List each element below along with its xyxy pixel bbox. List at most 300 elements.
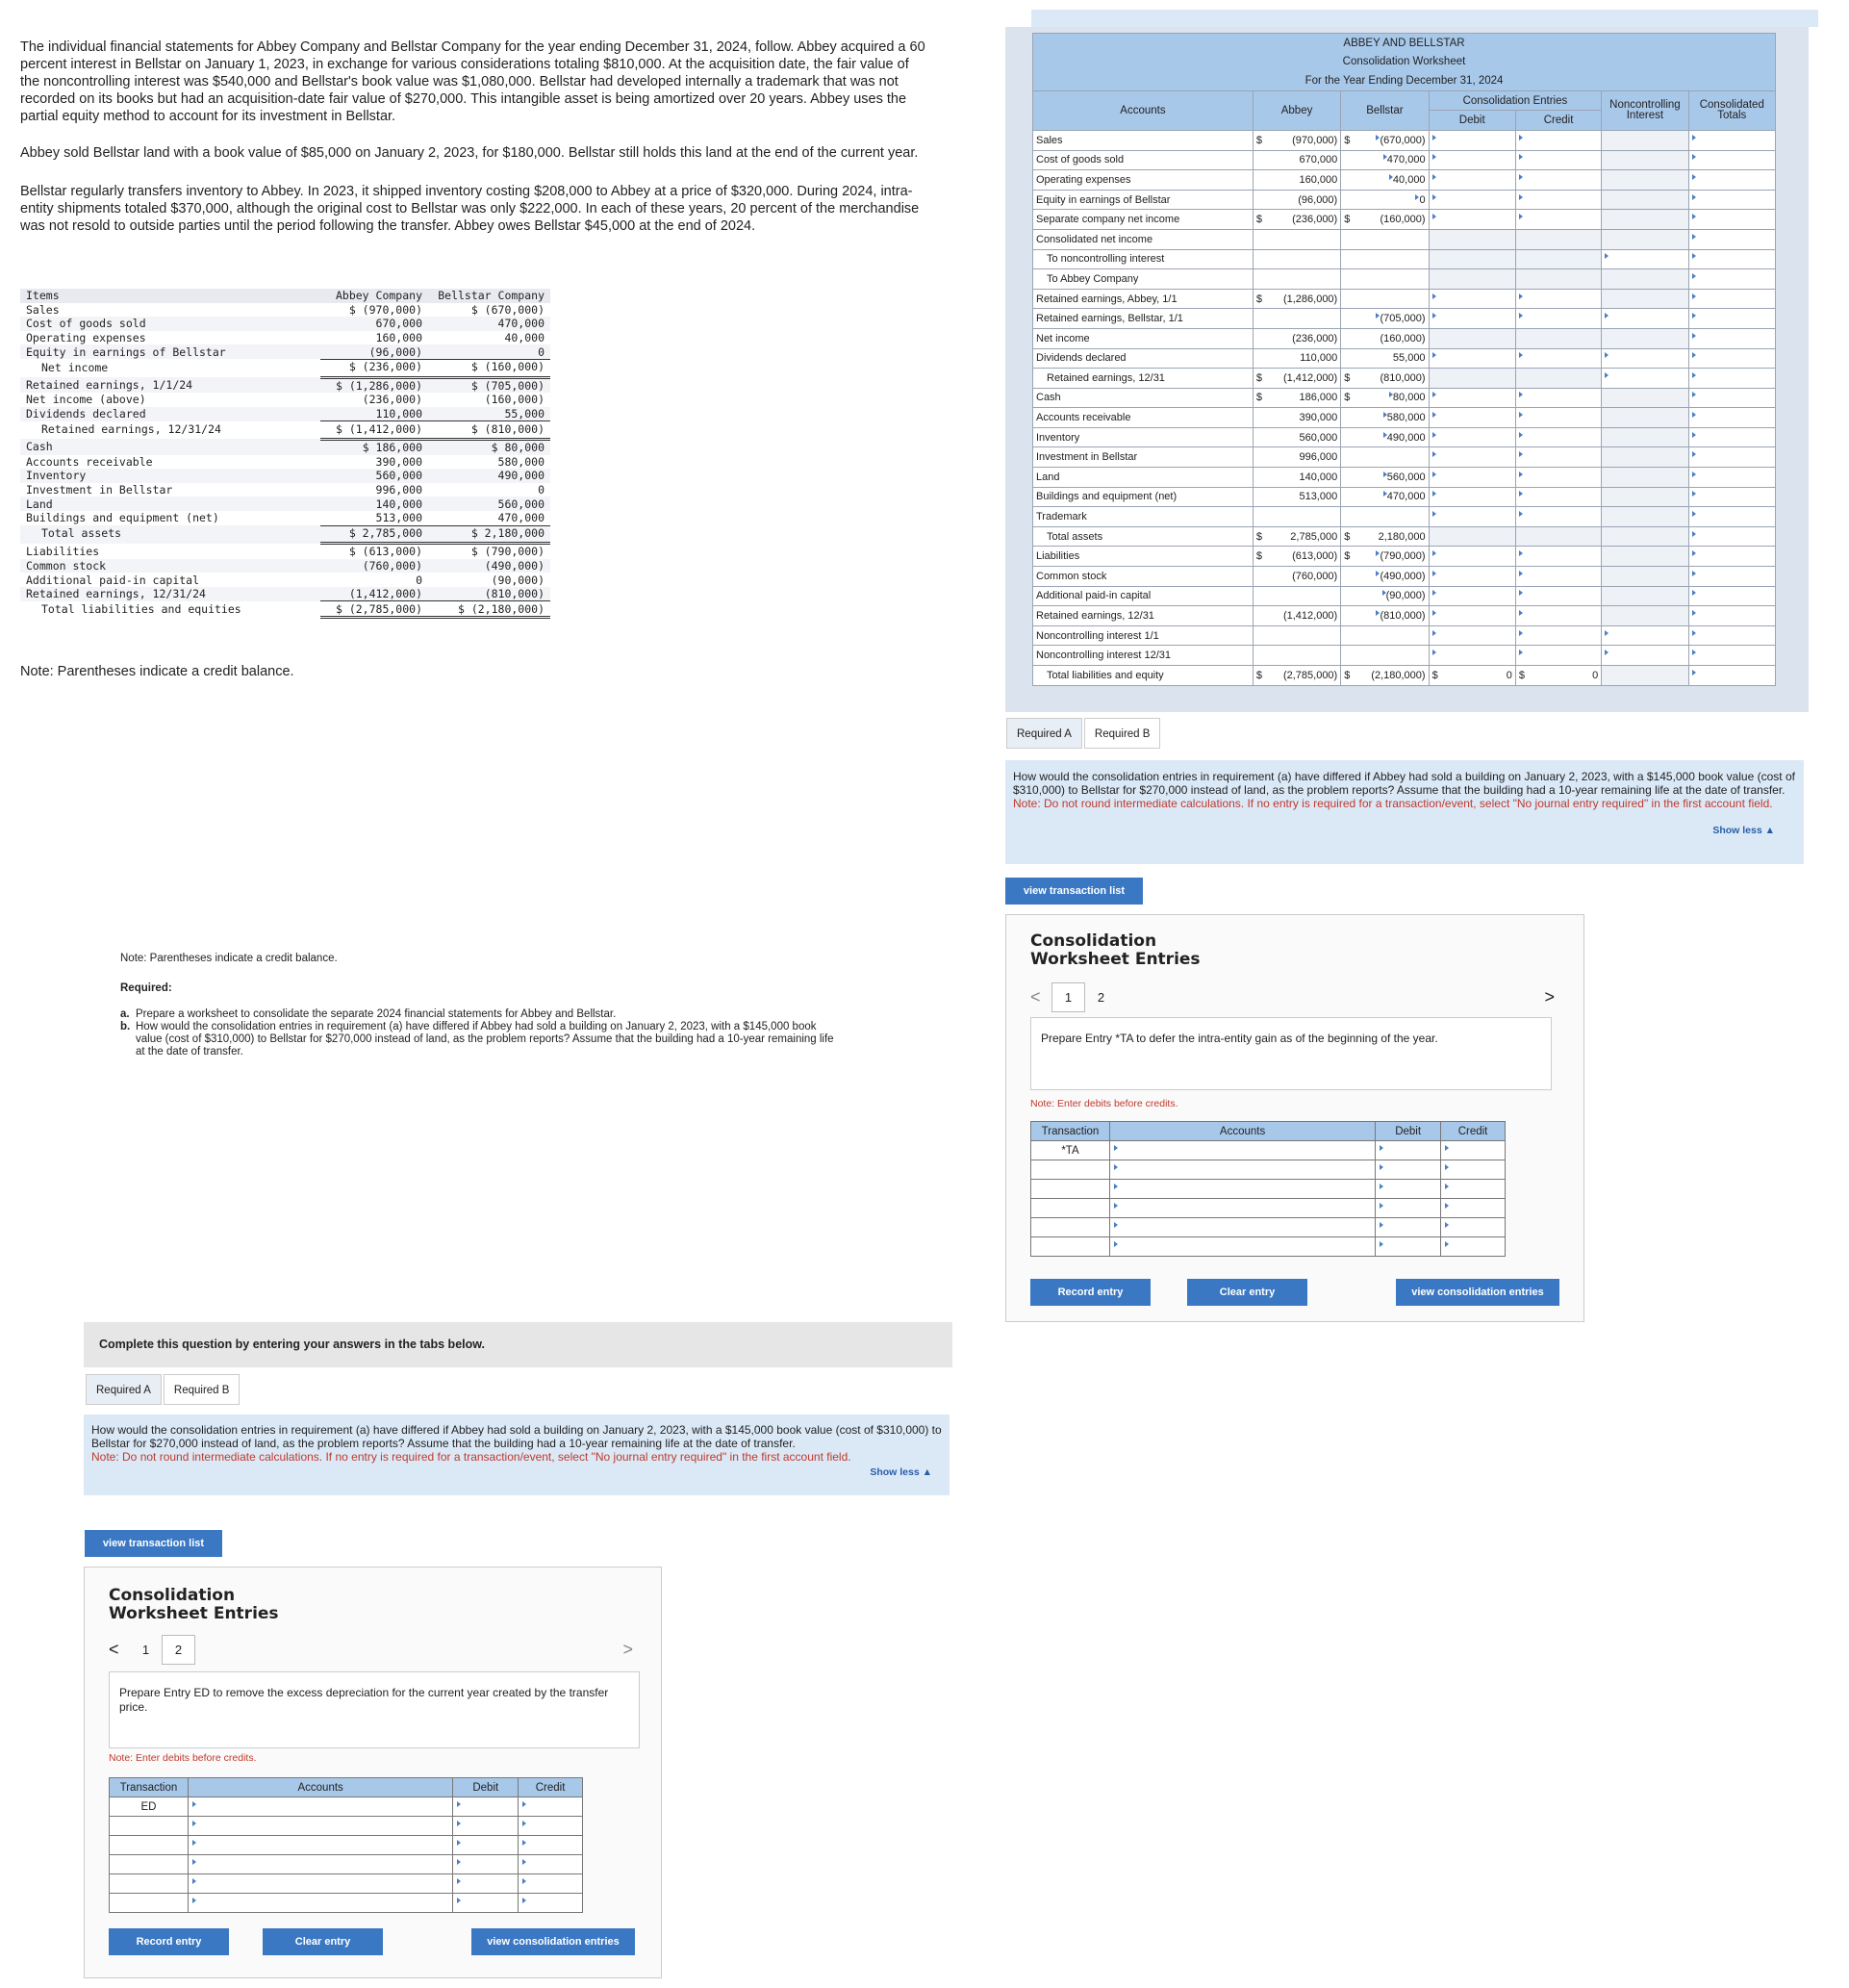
worksheet-debit-input bbox=[1429, 269, 1515, 290]
worksheet-consolidated-input[interactable] bbox=[1688, 190, 1775, 210]
worksheet-debit-input[interactable] bbox=[1429, 210, 1515, 230]
fin-row-label: Net income bbox=[41, 360, 109, 374]
left-show-less-link[interactable]: Show less ▲ bbox=[870, 1466, 932, 1478]
worksheet-abbey-dollar bbox=[1253, 606, 1269, 626]
fin-row-label: Cash bbox=[20, 439, 320, 454]
problem-paragraph-3: Bellstar regularly transfers inventory to Abbey. In 2023, it shipped inventory costing $208,000 to Abbey at a price of $320,000. During 2024, intra-entity shipments totaled $370,000, although the original cost to Bellstar was only $222,000. In each of these years, 20 percent of the merchandise was not resold to outside parties until the period following the transfer. Abbey owes Bellstar $45,000 at the end of 2024. bbox=[20, 184, 920, 234]
worksheet-credit-input[interactable] bbox=[1515, 130, 1601, 150]
worksheet-bellstar-value: 80,000 bbox=[1357, 388, 1429, 408]
worksheet-row bbox=[1033, 348, 1776, 369]
worksheet-nci-input bbox=[1602, 190, 1688, 210]
worksheet-nci-input[interactable] bbox=[1602, 369, 1688, 389]
fin-row-value: $ (613,000) bbox=[348, 545, 422, 559]
right-instruction-box: Prepare Entry *TA to defer the intra-entity gain as of the beginning of the year. bbox=[1030, 1017, 1552, 1090]
left-question-note: Note: Do not round intermediate calculations. If no entry is required for a transaction/event, select "No journal entry required" in the first account field. bbox=[91, 1450, 851, 1464]
fin-row-value: $ (970,000) bbox=[348, 302, 422, 317]
fin-row-label: Retained earnings, 12/31/24 bbox=[20, 587, 320, 601]
worksheet-nci-input bbox=[1602, 487, 1688, 507]
right-prev-chevron-icon[interactable]: < bbox=[1030, 987, 1041, 1007]
worksheet-debit-input[interactable] bbox=[1429, 447, 1515, 468]
worksheet-consolidated-input[interactable] bbox=[1688, 427, 1775, 447]
right-entry-credit-input[interactable] bbox=[1441, 1199, 1506, 1218]
right-entry-account-select[interactable] bbox=[1109, 1237, 1375, 1257]
worksheet-consolidated-input[interactable] bbox=[1688, 388, 1775, 408]
worksheet-abbey-value: (760,000) bbox=[1269, 567, 1340, 587]
worksheet-row-label: Consolidated net income bbox=[1033, 229, 1254, 249]
worksheet-debit-input[interactable] bbox=[1429, 487, 1515, 507]
fin-header-items: Items bbox=[20, 289, 320, 303]
worksheet-bellstar-value: 40,000 bbox=[1357, 170, 1429, 191]
right-tab-required-a[interactable]: Required A bbox=[1006, 718, 1082, 749]
worksheet-consolidated-input[interactable] bbox=[1688, 249, 1775, 269]
worksheet-abbey-dollar: $ bbox=[1253, 369, 1269, 389]
worksheet-bellstar-value: 55,000 bbox=[1357, 348, 1429, 369]
worksheet-debit-input[interactable] bbox=[1429, 150, 1515, 170]
left-clear-entry-button[interactable]: Clear entry bbox=[263, 1928, 383, 1955]
worksheet-credit-input[interactable] bbox=[1515, 150, 1601, 170]
left-entry-debit-input[interactable] bbox=[453, 1874, 519, 1894]
worksheet-bellstar-value: (810,000) bbox=[1357, 606, 1429, 626]
financial-statements-table bbox=[20, 289, 550, 619]
worksheet-nci-input bbox=[1602, 408, 1688, 428]
left-entry-debit-input[interactable] bbox=[453, 1836, 519, 1855]
worksheet-nci-input[interactable] bbox=[1602, 646, 1688, 666]
worksheet-bellstar-dollar: $ bbox=[1341, 369, 1357, 389]
left-entry-row bbox=[110, 1894, 583, 1913]
worksheet-bellstar-dollar bbox=[1341, 328, 1357, 348]
fin-row bbox=[20, 439, 550, 454]
fin-row-value: 110,000 bbox=[320, 407, 428, 421]
worksheet-consolidated-input[interactable] bbox=[1688, 567, 1775, 587]
left-entry-transaction bbox=[110, 1874, 189, 1894]
left-entry-header-transaction: Transaction bbox=[110, 1778, 189, 1797]
worksheet-bellstar-value: 2,180,000 bbox=[1357, 526, 1429, 547]
worksheet-abbey-value: (970,000) bbox=[1269, 130, 1340, 150]
worksheet-abbey-value: (1,286,000) bbox=[1269, 289, 1340, 309]
worksheet-abbey-dollar bbox=[1253, 507, 1269, 527]
left-view-consolidation-entries-button[interactable]: view consolidation entries bbox=[471, 1928, 635, 1955]
worksheet-consolidated-input[interactable] bbox=[1688, 309, 1775, 329]
right-entry-account-select[interactable] bbox=[1109, 1218, 1375, 1237]
fin-row-value: 670,000 bbox=[320, 317, 428, 331]
left-page-2[interactable]: 2 bbox=[162, 1635, 195, 1665]
worksheet-debit-input[interactable] bbox=[1429, 606, 1515, 626]
worksheet-credit-input[interactable] bbox=[1515, 586, 1601, 606]
right-entry-debit-input[interactable] bbox=[1376, 1199, 1441, 1218]
left-entry-account-select[interactable] bbox=[188, 1855, 452, 1874]
right-entry-credit-input[interactable] bbox=[1441, 1141, 1506, 1160]
worksheet-bellstar-value bbox=[1357, 269, 1429, 290]
worksheet-abbey-dollar bbox=[1253, 170, 1269, 191]
required-b-text: How would the consolidation entries in requirement (a) have differed if Abbey had sold a building on January 2, 2023, with a $145,000 book value (cost of $310,000) to Bellstar for $270,000 instead of land, as the problem reports? Assume that the building had a 10-year remaining life at the date of transfer. bbox=[136, 1021, 834, 1058]
fin-row bbox=[20, 359, 550, 377]
worksheet-bellstar-value: (160,000) bbox=[1357, 328, 1429, 348]
worksheet-row bbox=[1033, 289, 1776, 309]
worksheet-debit-input[interactable] bbox=[1429, 547, 1515, 567]
right-page-2[interactable]: 2 bbox=[1097, 990, 1105, 1005]
right-view-consolidation-entries-button[interactable]: view consolidation entries bbox=[1396, 1279, 1559, 1306]
fin-row bbox=[20, 421, 550, 440]
worksheet-nci-input bbox=[1602, 507, 1688, 527]
worksheet-debit-input[interactable] bbox=[1429, 507, 1515, 527]
right-entry-credit-input[interactable] bbox=[1441, 1160, 1506, 1180]
left-entry-debit-input[interactable] bbox=[453, 1855, 519, 1874]
right-entry-row bbox=[1031, 1180, 1506, 1199]
left-entry-account-select[interactable] bbox=[188, 1836, 452, 1855]
left-entry-row bbox=[110, 1817, 583, 1836]
worksheet-bellstar-dollar bbox=[1341, 229, 1357, 249]
tab-required-b[interactable]: Required B bbox=[164, 1374, 241, 1405]
left-entries-panel bbox=[84, 1567, 662, 1978]
worksheet-nci-input[interactable] bbox=[1602, 348, 1688, 369]
fin-row-value: $ 2,180,000 bbox=[428, 525, 550, 544]
tab-required-a[interactable]: Required A bbox=[86, 1374, 162, 1405]
worksheet-consolidated-input[interactable] bbox=[1688, 547, 1775, 567]
worksheet-row bbox=[1033, 408, 1776, 428]
left-prev-chevron-icon[interactable]: < bbox=[109, 1640, 119, 1659]
worksheet-row-label: Dividends declared bbox=[1033, 348, 1254, 369]
fin-row-value: 55,000 bbox=[428, 407, 550, 421]
fin-row-value: $ (810,000) bbox=[428, 421, 550, 440]
worksheet-row bbox=[1033, 269, 1776, 290]
worksheet-consolidated-input[interactable] bbox=[1688, 289, 1775, 309]
worksheet-abbey-value: (236,000) bbox=[1269, 328, 1340, 348]
left-panel-title-line1: Consolidation bbox=[109, 1586, 236, 1605]
worksheet-abbey-value bbox=[1269, 249, 1340, 269]
fin-row-value: 560,000 bbox=[428, 497, 550, 511]
left-entry-account-select[interactable] bbox=[188, 1874, 452, 1894]
left-instruction-box: Prepare Entry ED to remove the excess depreciation for the current year created by the transfer price. bbox=[109, 1671, 640, 1748]
left-entry-debit-input[interactable] bbox=[453, 1817, 519, 1836]
worksheet-consolidated-input[interactable] bbox=[1688, 369, 1775, 389]
fin-row-value: (490,000) bbox=[428, 559, 550, 573]
worksheet-consolidated-input[interactable] bbox=[1688, 526, 1775, 547]
worksheet-nci-input[interactable] bbox=[1602, 309, 1688, 329]
worksheet-abbey-value: (96,000) bbox=[1269, 190, 1340, 210]
worksheet-abbey-value bbox=[1269, 646, 1340, 666]
fin-row-value: 0 bbox=[416, 573, 422, 587]
worksheet-credit-input bbox=[1515, 328, 1601, 348]
worksheet-row-label: To Abbey Company bbox=[1033, 269, 1254, 290]
fin-row-label: Total assets bbox=[20, 525, 320, 544]
worksheet-credit-input bbox=[1515, 249, 1601, 269]
left-entry-credit-input[interactable] bbox=[519, 1894, 583, 1913]
worksheet-abbey-value bbox=[1269, 309, 1340, 329]
worksheet-debit-input[interactable] bbox=[1429, 130, 1515, 150]
worksheet-credit-input[interactable] bbox=[1515, 646, 1601, 666]
worksheet-consolidated-input[interactable] bbox=[1688, 150, 1775, 170]
worksheet-debit-input[interactable] bbox=[1429, 586, 1515, 606]
worksheet-nci-input bbox=[1602, 229, 1688, 249]
worksheet-debit-input[interactable] bbox=[1429, 427, 1515, 447]
left-entry-account-select[interactable] bbox=[188, 1894, 452, 1913]
left-entry-row bbox=[110, 1797, 583, 1817]
worksheet-group-row bbox=[1033, 90, 1776, 111]
left-next-chevron-icon[interactable]: > bbox=[622, 1640, 633, 1659]
worksheet-row-label: Equity in earnings of Bellstar bbox=[1033, 190, 1254, 210]
worksheet-credit-input[interactable] bbox=[1515, 507, 1601, 527]
worksheet-nci-input bbox=[1602, 447, 1688, 468]
worksheet-debit-input[interactable] bbox=[1429, 190, 1515, 210]
worksheet-debit-input[interactable] bbox=[1429, 309, 1515, 329]
fin-row bbox=[20, 497, 550, 511]
worksheet-consolidated-input[interactable] bbox=[1688, 625, 1775, 646]
left-entry-credit-input[interactable] bbox=[519, 1874, 583, 1894]
worksheet-credit-input[interactable] bbox=[1515, 606, 1601, 626]
worksheet-row bbox=[1033, 487, 1776, 507]
worksheet-abbey-value bbox=[1269, 625, 1340, 646]
worksheet-row-label: Operating expenses bbox=[1033, 170, 1254, 191]
worksheet-debit-input bbox=[1429, 328, 1515, 348]
fin-row bbox=[20, 344, 550, 359]
fin-row bbox=[20, 573, 550, 587]
worksheet-top-strip bbox=[1031, 10, 1818, 27]
fin-row-value: (760,000) bbox=[320, 559, 428, 573]
worksheet-credit-input[interactable] bbox=[1515, 447, 1601, 468]
worksheet-row bbox=[1033, 427, 1776, 447]
left-panel-title bbox=[109, 1587, 279, 1623]
left-entry-transaction bbox=[110, 1836, 189, 1855]
problem-paragraph-2: Abbey sold Bellstar land with a book value of $85,000 on January 2, 2023, for $180,000. Bellstar still holds this land at the end of the current year. bbox=[20, 145, 919, 161]
worksheet-row bbox=[1033, 646, 1776, 666]
right-clear-entry-button[interactable]: Clear entry bbox=[1187, 1279, 1307, 1306]
worksheet-consolidated-input[interactable] bbox=[1688, 269, 1775, 290]
worksheet-bellstar-dollar bbox=[1341, 427, 1357, 447]
worksheet-credit-input[interactable] bbox=[1515, 210, 1601, 230]
worksheet-bellstar-dollar: $ bbox=[1341, 388, 1357, 408]
worksheet-credit-input[interactable] bbox=[1515, 487, 1601, 507]
right-entry-header-row bbox=[1031, 1122, 1506, 1141]
worksheet-nci-input bbox=[1602, 289, 1688, 309]
right-entry-credit-input[interactable] bbox=[1441, 1180, 1506, 1199]
worksheet-row bbox=[1033, 229, 1776, 249]
right-entry-debit-input[interactable] bbox=[1376, 1180, 1441, 1199]
worksheet-credit-input[interactable] bbox=[1515, 309, 1601, 329]
worksheet-abbey-value: 560,000 bbox=[1269, 427, 1340, 447]
fin-row-value: $ (1,412,000) bbox=[320, 421, 428, 440]
fin-row-value: 470,000 bbox=[497, 511, 545, 525]
left-entry-credit-input[interactable] bbox=[519, 1797, 583, 1817]
worksheet-credit-input[interactable] bbox=[1515, 348, 1601, 369]
worksheet-bellstar-dollar bbox=[1341, 289, 1357, 309]
left-pager bbox=[109, 1635, 633, 1665]
worksheet-credit-input[interactable] bbox=[1515, 547, 1601, 567]
worksheet-consolidated-input[interactable] bbox=[1688, 348, 1775, 369]
left-entry-account-select[interactable] bbox=[188, 1797, 452, 1817]
worksheet-credit-input[interactable] bbox=[1515, 625, 1601, 646]
worksheet-row bbox=[1033, 547, 1776, 567]
worksheet-consolidated-input[interactable] bbox=[1688, 646, 1775, 666]
left-view-transaction-list-button[interactable]: view transaction list bbox=[85, 1530, 222, 1557]
fin-row bbox=[20, 407, 550, 421]
worksheet-bellstar-value bbox=[1357, 289, 1429, 309]
fin-row bbox=[20, 331, 550, 345]
right-entries-panel bbox=[1005, 914, 1584, 1322]
left-entry-debit-input[interactable] bbox=[453, 1797, 519, 1817]
right-entry-header-accounts: Accounts bbox=[1109, 1122, 1375, 1141]
worksheet-debit-input[interactable] bbox=[1429, 289, 1515, 309]
worksheet-consolidated-input[interactable] bbox=[1688, 586, 1775, 606]
worksheet-credit-total-dollar: $ bbox=[1518, 669, 1526, 681]
worksheet-debit-input[interactable] bbox=[1429, 646, 1515, 666]
worksheet-credit-input[interactable] bbox=[1515, 170, 1601, 191]
worksheet-credit-input[interactable] bbox=[1515, 567, 1601, 587]
right-page-1[interactable]: 1 bbox=[1051, 982, 1085, 1012]
right-entry-row bbox=[1031, 1218, 1506, 1237]
fin-row-label: Buildings and equipment (net) bbox=[26, 511, 219, 525]
right-entry-debit-input[interactable] bbox=[1376, 1141, 1441, 1160]
left-entry-transaction bbox=[110, 1855, 189, 1874]
worksheet-row-label: Liabilities bbox=[1033, 547, 1254, 567]
worksheet-bellstar-value: 470,000 bbox=[1357, 487, 1429, 507]
worksheet-title2: Consolidation Worksheet bbox=[1033, 53, 1776, 72]
worksheet-bellstar-dollar bbox=[1341, 625, 1357, 646]
right-panel-title-line2: Worksheet Entries bbox=[1030, 950, 1201, 969]
left-entry-credit-input[interactable] bbox=[519, 1836, 583, 1855]
worksheet-credit-input[interactable] bbox=[1515, 289, 1601, 309]
right-view-transaction-list-button[interactable]: view transaction list bbox=[1005, 878, 1143, 905]
right-entry-account-select[interactable] bbox=[1109, 1180, 1375, 1199]
worksheet-bellstar-value bbox=[1357, 507, 1429, 527]
left-entry-credit-input[interactable] bbox=[519, 1817, 583, 1836]
left-question-box bbox=[84, 1415, 950, 1495]
right-record-entry-button[interactable]: Record entry bbox=[1030, 1279, 1151, 1306]
right-debits-note: Note: Enter debits before credits. bbox=[1030, 1098, 1178, 1109]
fin-row bbox=[20, 303, 550, 318]
worksheet-abbey-value: 160,000 bbox=[1269, 170, 1340, 191]
left-entry-credit-input[interactable] bbox=[519, 1855, 583, 1874]
worksheet-nci-input[interactable] bbox=[1602, 249, 1688, 269]
worksheet-bellstar-dollar: $ bbox=[1341, 666, 1357, 686]
right-entry-transaction bbox=[1031, 1199, 1110, 1218]
right-tab-required-b[interactable]: Required B bbox=[1084, 718, 1161, 749]
worksheet-credit-input[interactable] bbox=[1515, 427, 1601, 447]
left-page-1[interactable]: 1 bbox=[141, 1643, 150, 1657]
worksheet-consolidated-input[interactable] bbox=[1688, 666, 1775, 686]
problem-note: Note: Parentheses indicate a credit balance. bbox=[20, 664, 294, 679]
worksheet-debit-input[interactable] bbox=[1429, 567, 1515, 587]
worksheet-row-label: Noncontrolling interest 1/1 bbox=[1033, 625, 1254, 646]
right-entry-account-select[interactable] bbox=[1109, 1141, 1375, 1160]
worksheet-bellstar-dollar bbox=[1341, 606, 1357, 626]
right-entry-account-select[interactable] bbox=[1109, 1199, 1375, 1218]
worksheet-bellstar-value: (2,180,000) bbox=[1357, 666, 1429, 686]
worksheet-row bbox=[1033, 507, 1776, 527]
left-entry-header-accounts: Accounts bbox=[188, 1778, 452, 1797]
left-entry-debit-input[interactable] bbox=[453, 1894, 519, 1913]
worksheet-debit-input[interactable] bbox=[1429, 468, 1515, 488]
worksheet-header-credit: Credit bbox=[1515, 111, 1601, 131]
worksheet-credit-input[interactable] bbox=[1515, 468, 1601, 488]
worksheet-row-label: Retained earnings, Bellstar, 1/1 bbox=[1033, 309, 1254, 329]
worksheet-debit-input[interactable] bbox=[1429, 408, 1515, 428]
required-note: Note: Parentheses indicate a credit balance. bbox=[120, 953, 338, 964]
worksheet-credit-input[interactable] bbox=[1515, 408, 1601, 428]
left-entry-account-select[interactable] bbox=[188, 1817, 452, 1836]
worksheet-abbey-value: (613,000) bbox=[1269, 547, 1340, 567]
fin-row-label: Cost of goods sold bbox=[20, 317, 320, 331]
fin-row bbox=[20, 587, 550, 601]
fin-row-label: Common stock bbox=[20, 559, 320, 573]
worksheet-abbey-dollar: $ bbox=[1253, 210, 1269, 230]
required-a bbox=[120, 1008, 842, 1021]
worksheet-consolidated-input[interactable] bbox=[1688, 468, 1775, 488]
left-entry-header-row bbox=[110, 1778, 583, 1797]
worksheet-consolidated-input[interactable] bbox=[1688, 130, 1775, 150]
worksheet-row-label: Retained earnings, Abbey, 1/1 bbox=[1033, 289, 1254, 309]
worksheet-bellstar-value: 0 bbox=[1357, 190, 1429, 210]
fin-row-label: Dividends declared bbox=[20, 407, 320, 421]
left-question-text: How would the consolidation entries in requirement (a) have differed if Abbey had sold a building on January 2, 2023, with a $145,000 book value (cost of $310,000) to Bellstar for $270,000 instead of land, as the problem reports? Assume that the building had a 10-year remaining life at the date of transfer. bbox=[91, 1423, 942, 1450]
fin-row-value: $ (160,000) bbox=[428, 359, 550, 377]
worksheet-row bbox=[1033, 170, 1776, 191]
right-entry-debit-input[interactable] bbox=[1376, 1237, 1441, 1257]
worksheet-debit-input[interactable] bbox=[1429, 625, 1515, 646]
worksheet-row bbox=[1033, 468, 1776, 488]
worksheet-consolidated-input[interactable] bbox=[1688, 487, 1775, 507]
worksheet-debit-input bbox=[1429, 369, 1515, 389]
worksheet-abbey-dollar bbox=[1253, 309, 1269, 329]
worksheet-debit-input[interactable] bbox=[1429, 348, 1515, 369]
right-show-less-link[interactable]: Show less ▲ bbox=[1712, 825, 1775, 836]
fin-row-value: 470,000 bbox=[428, 317, 550, 331]
worksheet-consolidated-input[interactable] bbox=[1688, 328, 1775, 348]
worksheet-abbey-value: 390,000 bbox=[1269, 408, 1340, 428]
right-entry-credit-input[interactable] bbox=[1441, 1237, 1506, 1257]
worksheet-abbey-dollar: $ bbox=[1253, 289, 1269, 309]
worksheet-consolidated-input[interactable] bbox=[1688, 170, 1775, 191]
fin-row-value: (160,000) bbox=[484, 393, 545, 407]
worksheet-row bbox=[1033, 526, 1776, 547]
right-entry-debit-input[interactable] bbox=[1376, 1160, 1441, 1180]
worksheet-consolidated-input[interactable] bbox=[1688, 606, 1775, 626]
right-entry-transaction bbox=[1031, 1160, 1110, 1180]
worksheet-nci-input[interactable] bbox=[1602, 625, 1688, 646]
worksheet-abbey-dollar bbox=[1253, 567, 1269, 587]
worksheet-abbey-dollar bbox=[1253, 487, 1269, 507]
worksheet-row bbox=[1033, 606, 1776, 626]
worksheet-abbey-value bbox=[1269, 269, 1340, 290]
worksheet-debit-input[interactable] bbox=[1429, 388, 1515, 408]
fin-row-value: $ 2,785,000 bbox=[320, 525, 428, 544]
right-entry-credit-input[interactable] bbox=[1441, 1218, 1506, 1237]
worksheet-consolidated-input[interactable] bbox=[1688, 507, 1775, 527]
worksheet-row-label: Common stock bbox=[1033, 567, 1254, 587]
worksheet-abbey-value bbox=[1269, 229, 1340, 249]
fin-row-label: Sales bbox=[26, 302, 60, 317]
right-entry-debit-input[interactable] bbox=[1376, 1218, 1441, 1237]
fin-row-value: $ (2,785,000) bbox=[320, 601, 428, 618]
fin-row-value: 160,000 bbox=[375, 331, 422, 345]
left-record-entry-button[interactable]: Record entry bbox=[109, 1928, 229, 1955]
fin-row-value: (90,000) bbox=[491, 573, 545, 587]
worksheet-credit-input[interactable] bbox=[1515, 190, 1601, 210]
right-next-chevron-icon[interactable]: > bbox=[1544, 987, 1555, 1007]
worksheet-consolidated-input[interactable] bbox=[1688, 447, 1775, 468]
worksheet-bellstar-dollar bbox=[1341, 309, 1357, 329]
worksheet-consolidated-input[interactable] bbox=[1688, 210, 1775, 230]
left-tab-bar bbox=[86, 1374, 241, 1405]
worksheet-consolidated-input[interactable] bbox=[1688, 229, 1775, 249]
worksheet-credit-input[interactable] bbox=[1515, 388, 1601, 408]
worksheet-abbey-dollar bbox=[1253, 229, 1269, 249]
worksheet-debit-input[interactable] bbox=[1429, 170, 1515, 191]
worksheet-bellstar-dollar bbox=[1341, 468, 1357, 488]
worksheet-debit-input bbox=[1429, 526, 1515, 547]
right-entry-account-select[interactable] bbox=[1109, 1160, 1375, 1180]
worksheet-consolidated-input[interactable] bbox=[1688, 408, 1775, 428]
fin-row bbox=[20, 455, 550, 470]
